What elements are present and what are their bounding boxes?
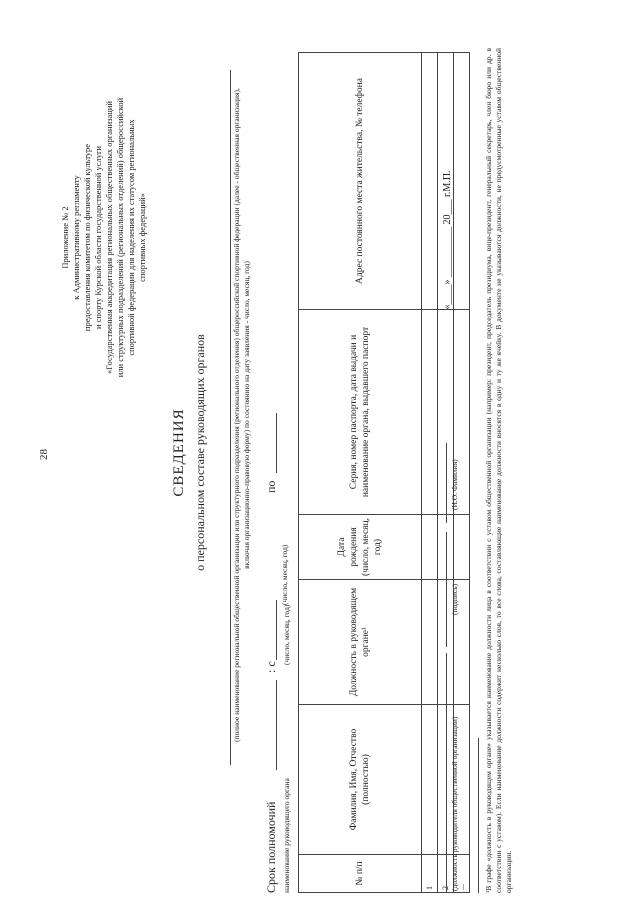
organization-name-caption: (полное наименование региональной общественной организации или структурного подразделения (регионального отделения) общероссийской спортивной федерации (далее - общественная организация), включая организационно-правовую форму) по состоянию на дату заявления - число, месяц, год) [232, 88, 251, 742]
column-header-birthdate: Дата рождения (число, месяц, год) [299, 515, 422, 580]
governing-body-caption: наименование руководящего органа [282, 778, 291, 893]
appendix-line: «Государственная аккредитация региональных общественных организаций [104, 101, 114, 374]
position-signature-line [445, 653, 447, 893]
table-cell[interactable] [422, 705, 438, 855]
table-cell[interactable] [454, 53, 470, 310]
footnote-text: ¹В графе «должность в руководящем органе» указывается наименование должности лица в соответствии с уставом общественной организации (например: президент, председатель президиума, вице-президент, генеральный секретарь, член бюро или др. в соответствии с уставом). Если наименование должности содержит несколько слов, то все слова, составляющие наименование должности вносятся в одну и ту же ячейку. В документе не указываются должности, не предусмотренные уставом общественной организации. [484, 48, 513, 893]
term-label: Срок полномочий [264, 801, 278, 893]
column-header-number: № п/п [299, 855, 422, 893]
table-cell[interactable] [422, 310, 438, 515]
appendix-line: Приложение № 2 [60, 206, 70, 269]
footnote-separator [478, 738, 479, 893]
document-title: СВЕДЕНИЯ [171, 408, 187, 497]
signature-line [445, 532, 447, 647]
appendix-line: спортивных федераций» [137, 193, 147, 282]
term-to-label: по [264, 480, 278, 493]
signature-date: «____» __________ 20___ г.М.П. [442, 170, 453, 310]
name-caption: (И.О. Фамилия) [450, 459, 459, 510]
term-end-caption: (число, месяц, год) [280, 544, 289, 605]
appendix-line: к Административному регламенту [71, 175, 81, 300]
table-cell[interactable] [422, 53, 438, 310]
term-end-line [276, 413, 277, 473]
table-cell[interactable]: 2 [438, 855, 454, 893]
column-header-passport: Серия, номер паспорта, дата выдачи и наименование органа, выдавшего паспорт [299, 310, 422, 515]
organization-name-line [222, 70, 231, 765]
position-caption: (должность руководителя общественной организации) [450, 716, 459, 891]
table-cell[interactable]: 1 [422, 855, 438, 893]
column-header-address: Адрес постоянного места жительства, № телефона [299, 53, 422, 310]
term-start-line [276, 600, 277, 660]
table-cell[interactable] [422, 515, 438, 580]
page-number: 28 [38, 449, 50, 460]
appendix-line: или структурных подразделений (региональных отделений) общероссийской [115, 97, 125, 378]
appendix-header [60, 40, 148, 435]
table-cell[interactable] [422, 580, 438, 705]
name-signature-line [445, 443, 447, 523]
term-start-caption: (число, месяц, год) [282, 604, 291, 665]
column-header-position: Должность в руководящем органе¹ [299, 580, 422, 705]
governing-body-name-line [276, 680, 277, 770]
appendix-line: спортивной федерации для наделения их статусом региональных [126, 119, 136, 356]
term-from-label: : с [264, 661, 278, 673]
appendix-line: и спорту Курской области государственной услуги [93, 145, 103, 330]
table-row [422, 53, 438, 893]
appendix-line: предоставления комитетом по физической культуре [82, 143, 92, 332]
table-header-row [299, 53, 422, 893]
signature-caption: (подпись) [450, 583, 459, 615]
column-header-fullname: Фамилия, Имя, Отчество (полностью) [299, 705, 422, 855]
table-cell[interactable] [454, 515, 470, 580]
document-subtitle: о персональном составе руководящих органов [193, 334, 207, 571]
table-cell[interactable]: ... [454, 855, 470, 893]
